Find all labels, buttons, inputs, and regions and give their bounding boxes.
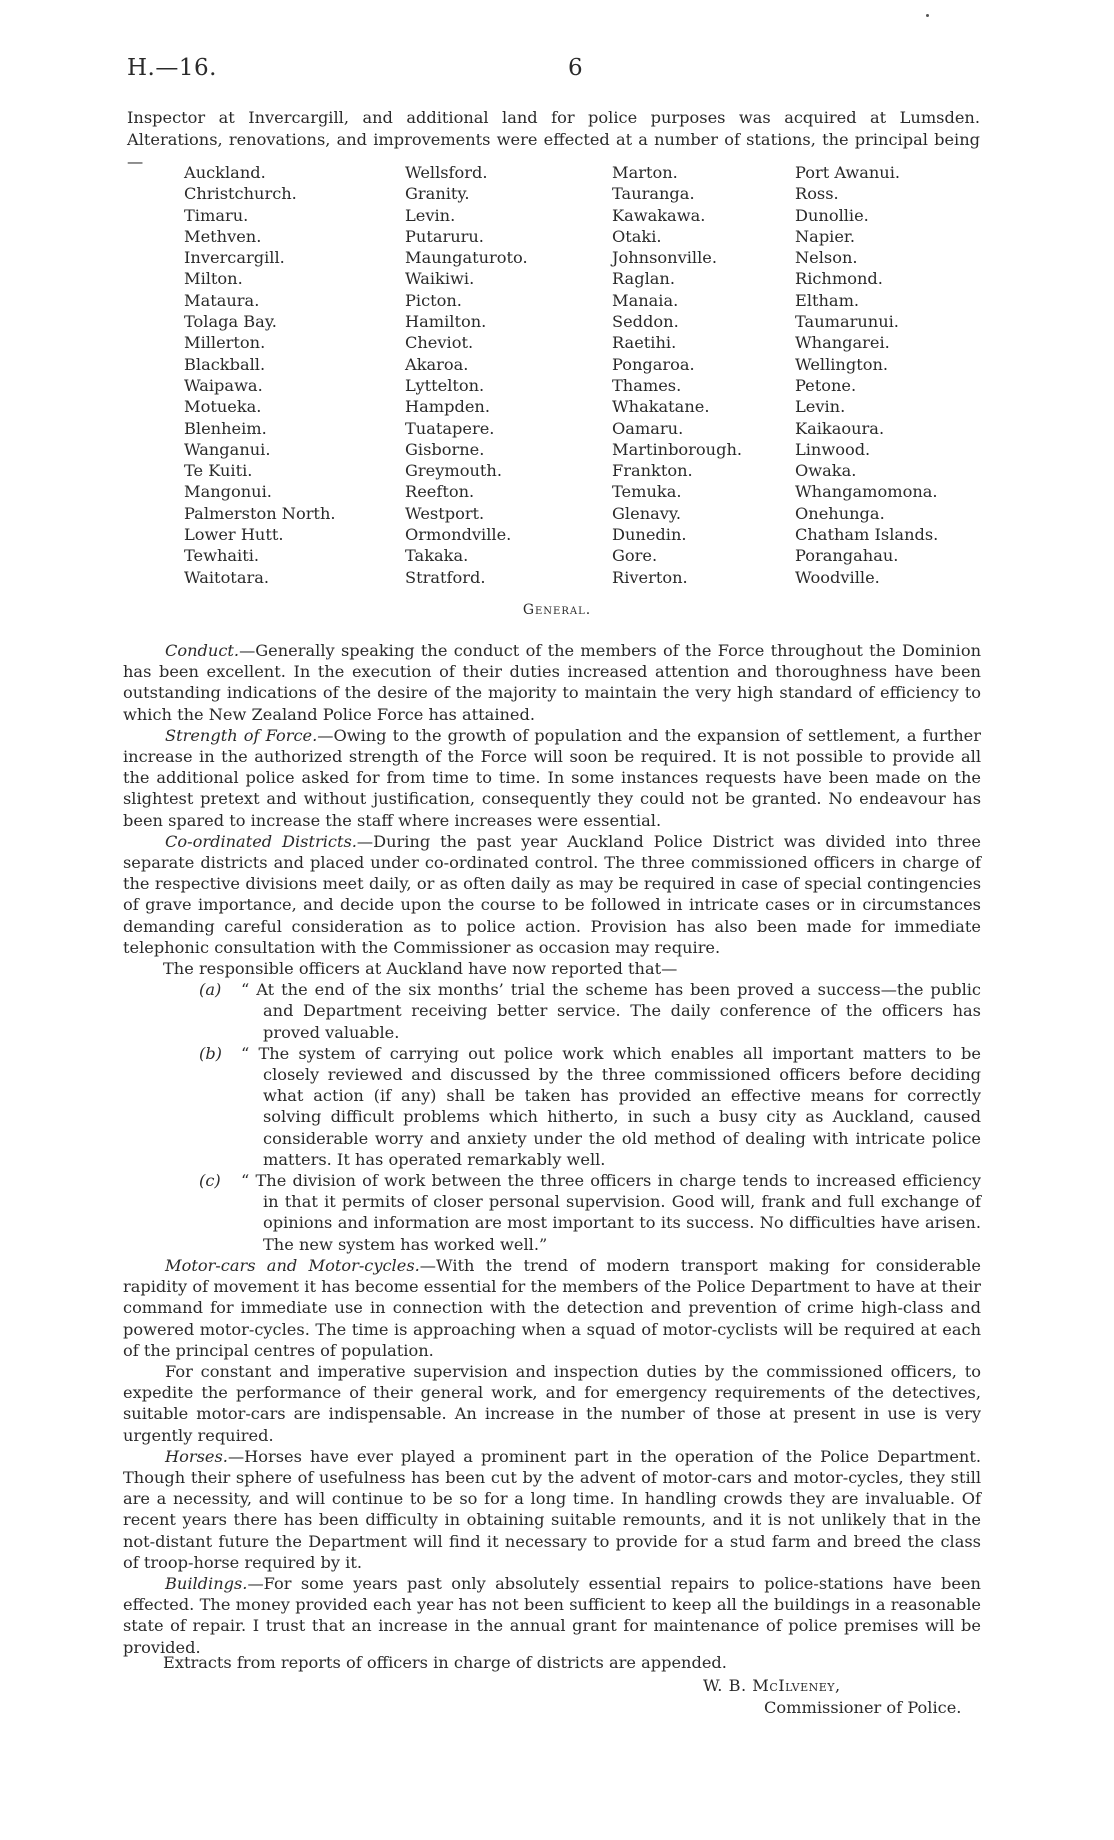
intro-paragraph: Inspector at Invercargill, and additional land for police purposes was acquired at Lumsden. Alterations, renovations, and improvements were effected at a number of stations, the principal being— xyxy=(127,108,980,171)
station-name: Dunedin. xyxy=(612,525,687,545)
extracts-line: Extracts from reports of officers in charge of districts are appended. xyxy=(163,1653,727,1672)
station-name: Waikiwi. xyxy=(405,269,475,289)
station-name: Lower Hutt. xyxy=(184,525,284,545)
station-name: Lyttelton. xyxy=(405,375,485,395)
station-name: Invercargill. xyxy=(184,248,285,268)
constant-paragraph xyxy=(123,1361,981,1446)
station-name: Port Awanui. xyxy=(795,163,901,182)
station-name: Kaikaoura. xyxy=(795,418,885,438)
station-name: Wanganui. xyxy=(184,439,271,459)
quote-a xyxy=(199,979,981,1043)
station-column-1 xyxy=(184,162,336,588)
station-name: Tauranga. xyxy=(612,184,695,204)
station-name: Ormondville. xyxy=(405,525,512,545)
station-name: Takaka. xyxy=(405,546,469,566)
station-name: Nelson. xyxy=(795,248,858,268)
station-name: Gore. xyxy=(612,546,658,566)
station-name: Whangamomona. xyxy=(795,482,938,502)
body-text xyxy=(123,640,981,1658)
quote-b-label: (b) xyxy=(199,1043,222,1063)
station-name: Milton. xyxy=(184,269,243,289)
station-name: Te Kuiti. xyxy=(184,461,253,481)
quote-b-text: “ The system of carrying out police work which enables all important matters to be closely reviewed and discussed by the three commissioned officers before deciding what action (if any) shall be taken has provided an effective means for correctly solving difficult problems which hitherto, in such a busy city as Auckland, caused considerable worry and anxiety under the old method of dealing with intricate police matters. It has operated remarkably well. xyxy=(241,1043,981,1169)
station-name: Akaroa. xyxy=(405,354,469,374)
buildings-text: —For some years past only absolutely essential repairs to police-stations have been effected. The money provided each year has not been sufficient to keep all the buildings in a reasonable state of repair. I trust that an increase in the annual grant for maintenance of police premises will be provided. xyxy=(123,1573,981,1657)
station-name: Woodville. xyxy=(795,567,880,587)
station-name: Tewhaiti. xyxy=(184,546,260,566)
station-name: Reefton. xyxy=(405,482,475,502)
conduct-text: —Generally speaking the conduct of the members of the Force throughout the Dominion has been excellent. In the execution of their duties increased attention and thoroughness have been outstanding indications of the desire of the majority to maintain the very high standard of efficiency to which the New Zealand Police Force has attained. xyxy=(123,641,981,724)
station-name: Maungaturoto. xyxy=(405,248,528,268)
station-name: Waitotara. xyxy=(184,567,269,587)
station-name: Wellington. xyxy=(795,354,889,374)
station-name: Tuatapere. xyxy=(405,418,495,438)
station-name: Martinborough. xyxy=(612,439,743,459)
station-name: Levin. xyxy=(795,397,846,417)
responsible-paragraph xyxy=(123,958,981,979)
horses-text: —Horses have ever played a prominent part in the operation of the Police Department. Though their sphere of usefulness has been cut by the advent of motor-cars and motor-cycles, they still are a necessity, and will continue to be so for a long time. In handling crowds they are invaluable. Of recent years there has been difficulty in obtaining suitable remounts, and it is not unlikely that in the not-distant future the Department will find it necessary to provide for a stud farm and breed the class of troop-horse required by it. xyxy=(123,1446,981,1572)
station-name: Gisborne. xyxy=(405,439,485,459)
station-name: Timaru. xyxy=(184,205,249,225)
station-name: Whangarei. xyxy=(795,333,890,353)
station-name: Tolaga Bay. xyxy=(184,312,277,332)
station-name: Eltham. xyxy=(795,290,860,310)
station-name: Whakatane. xyxy=(612,397,710,417)
speck-mark xyxy=(926,14,929,17)
station-name: Palmerston North. xyxy=(184,503,336,523)
coordinated-text: —During the past year Auckland Police District was divided into three separate districts and placed under co-ordinated control. The three commissioned officers in charge of the respective divisions meet daily, or as often daily as may be required in case of special contingencies of grave importance, and decide upon the course to be followed in intricate cases or in circumstances demanding careful consideration as to police action. Provision has also been made for immediate telephonic consultation with the Commissioner as occasion may require. xyxy=(123,831,981,957)
station-name: Blackball. xyxy=(184,354,266,374)
station-name: Greymouth. xyxy=(405,461,502,481)
station-name: Pongaroa. xyxy=(612,354,695,374)
conduct-paragraph xyxy=(123,640,981,725)
buildings-heading: Buildings. xyxy=(165,1573,248,1593)
general-heading: General. xyxy=(522,602,592,618)
station-column-4 xyxy=(795,162,938,588)
station-name: Oamaru. xyxy=(612,418,684,438)
station-name: Johnsonville. xyxy=(612,248,717,268)
station-name: Hampden. xyxy=(405,397,490,417)
quote-c-text: “ The division of work between the three officers in charge tends to increased efficiency in that it permits of closer personal supervision. Good will, frank and full exchange of opinions and information are most important to its success. No difficulties have arisen. The new system has worked well.” xyxy=(241,1171,981,1254)
station-name: Westport. xyxy=(405,503,485,523)
station-name: Frankton. xyxy=(612,461,693,481)
station-name: Mataura. xyxy=(184,290,260,310)
station-name: Taumarunui. xyxy=(795,312,899,332)
station-name: Otaki. xyxy=(612,226,662,246)
station-name: Granity. xyxy=(405,184,470,204)
station-name: Hamilton. xyxy=(405,312,487,332)
station-name: Auckland. xyxy=(184,163,266,182)
conduct-heading: Conduct. xyxy=(165,641,240,660)
station-name: Manaia. xyxy=(612,290,679,310)
station-name: Thames. xyxy=(612,375,682,395)
station-name: Napier. xyxy=(795,226,856,246)
motor-paragraph xyxy=(123,1255,981,1361)
station-name: Wellsford. xyxy=(405,163,488,182)
strength-paragraph xyxy=(123,725,981,831)
coordinated-heading: Co-ordinated Districts. xyxy=(165,831,357,851)
station-name: Richmond. xyxy=(795,269,883,289)
station-name: Marton. xyxy=(612,163,678,182)
station-name: Picton. xyxy=(405,290,462,310)
station-name: Glenavy. xyxy=(612,503,682,523)
quote-b xyxy=(199,1043,981,1170)
responsible-text: The responsible officers at Auckland have now reported that— xyxy=(163,959,678,979)
station-name: Levin. xyxy=(405,205,456,225)
signature-title: Commissioner of Police. xyxy=(764,1698,962,1717)
coordinated-paragraph xyxy=(123,831,981,958)
station-name: Seddon. xyxy=(612,312,679,332)
station-name: Cheviot. xyxy=(405,333,474,353)
quote-c-label: (c) xyxy=(199,1171,221,1191)
station-name: Ross. xyxy=(795,184,839,204)
station-name: Riverton. xyxy=(612,567,688,587)
station-name: Motueka. xyxy=(184,397,262,417)
quote-a-label: (a) xyxy=(199,980,222,1000)
station-name: Waipawa. xyxy=(184,375,263,395)
station-name: Stratford. xyxy=(405,567,486,587)
quote-a-text: “ At the end of the six months’ trial the scheme has been proved a success—the public and Department receiving better service. The daily conference of the officers has proved valuable. xyxy=(241,980,981,1042)
station-name: Raetihi. xyxy=(612,333,677,353)
station-column-2 xyxy=(405,162,528,588)
strength-text: —Owing to the growth of population and the expansion of settlement, a further increase in the authorized strength of the Force will soon be required. It is not possible to provide all the additional police asked for from time to time. In some instances requests have been made on the slightest pretext and without justification, consequently they could not be granted. No endeavour has been spared to increase the staff where increases were essential. xyxy=(123,725,981,830)
station-name: Linwood. xyxy=(795,439,871,459)
station-name: Temuka. xyxy=(612,482,682,502)
station-name: Raglan. xyxy=(612,269,675,289)
station-name: Methven. xyxy=(184,226,262,246)
motor-text: —With the trend of modern transport making for considerable rapidity of movement it has become essential for the members of the Police Department to have at their command for immediate use in connection with the detection and prevention of crime high-class and powered motor-cycles. The time is approaching when a squad of motor-cyclists will be required at each of the principal centres of population. xyxy=(123,1255,981,1360)
station-name: Onehunga. xyxy=(795,503,885,523)
station-name: Blenheim. xyxy=(184,418,267,438)
station-name: Porangahau. xyxy=(795,546,899,566)
horses-paragraph xyxy=(123,1446,981,1573)
station-name: Mangonui. xyxy=(184,482,272,502)
station-name: Dunollie. xyxy=(795,205,869,225)
horses-heading: Horses. xyxy=(165,1446,228,1466)
station-column-3 xyxy=(612,162,742,588)
constant-text: For constant and imperative supervision and inspection duties by the commissioned officers, to expedite the performance of their general work, and for emergency requirements of the detectives, suitable motor-cars are indispensable. An increase in the number of those at present in use is very urgently required. xyxy=(123,1361,981,1445)
buildings-paragraph xyxy=(123,1573,981,1658)
station-name: Putaruru. xyxy=(405,226,484,246)
station-name: Owaka. xyxy=(795,461,857,481)
motor-heading: Motor-cars and Motor-cycles. xyxy=(165,1255,420,1275)
signature-name: W. B. McIlveney, xyxy=(703,1676,841,1695)
strength-heading: Strength of Force. xyxy=(165,725,318,745)
document-code: H.—16. xyxy=(127,55,217,81)
station-name: Chatham Islands. xyxy=(795,525,939,545)
page-number: 6 xyxy=(568,55,583,81)
station-name: Petone. xyxy=(795,375,857,395)
station-name: Millerton. xyxy=(184,333,266,353)
station-name: Christchurch. xyxy=(184,184,297,204)
station-name: Kawakawa. xyxy=(612,205,706,225)
quote-c xyxy=(199,1170,981,1255)
station-list xyxy=(184,162,984,594)
